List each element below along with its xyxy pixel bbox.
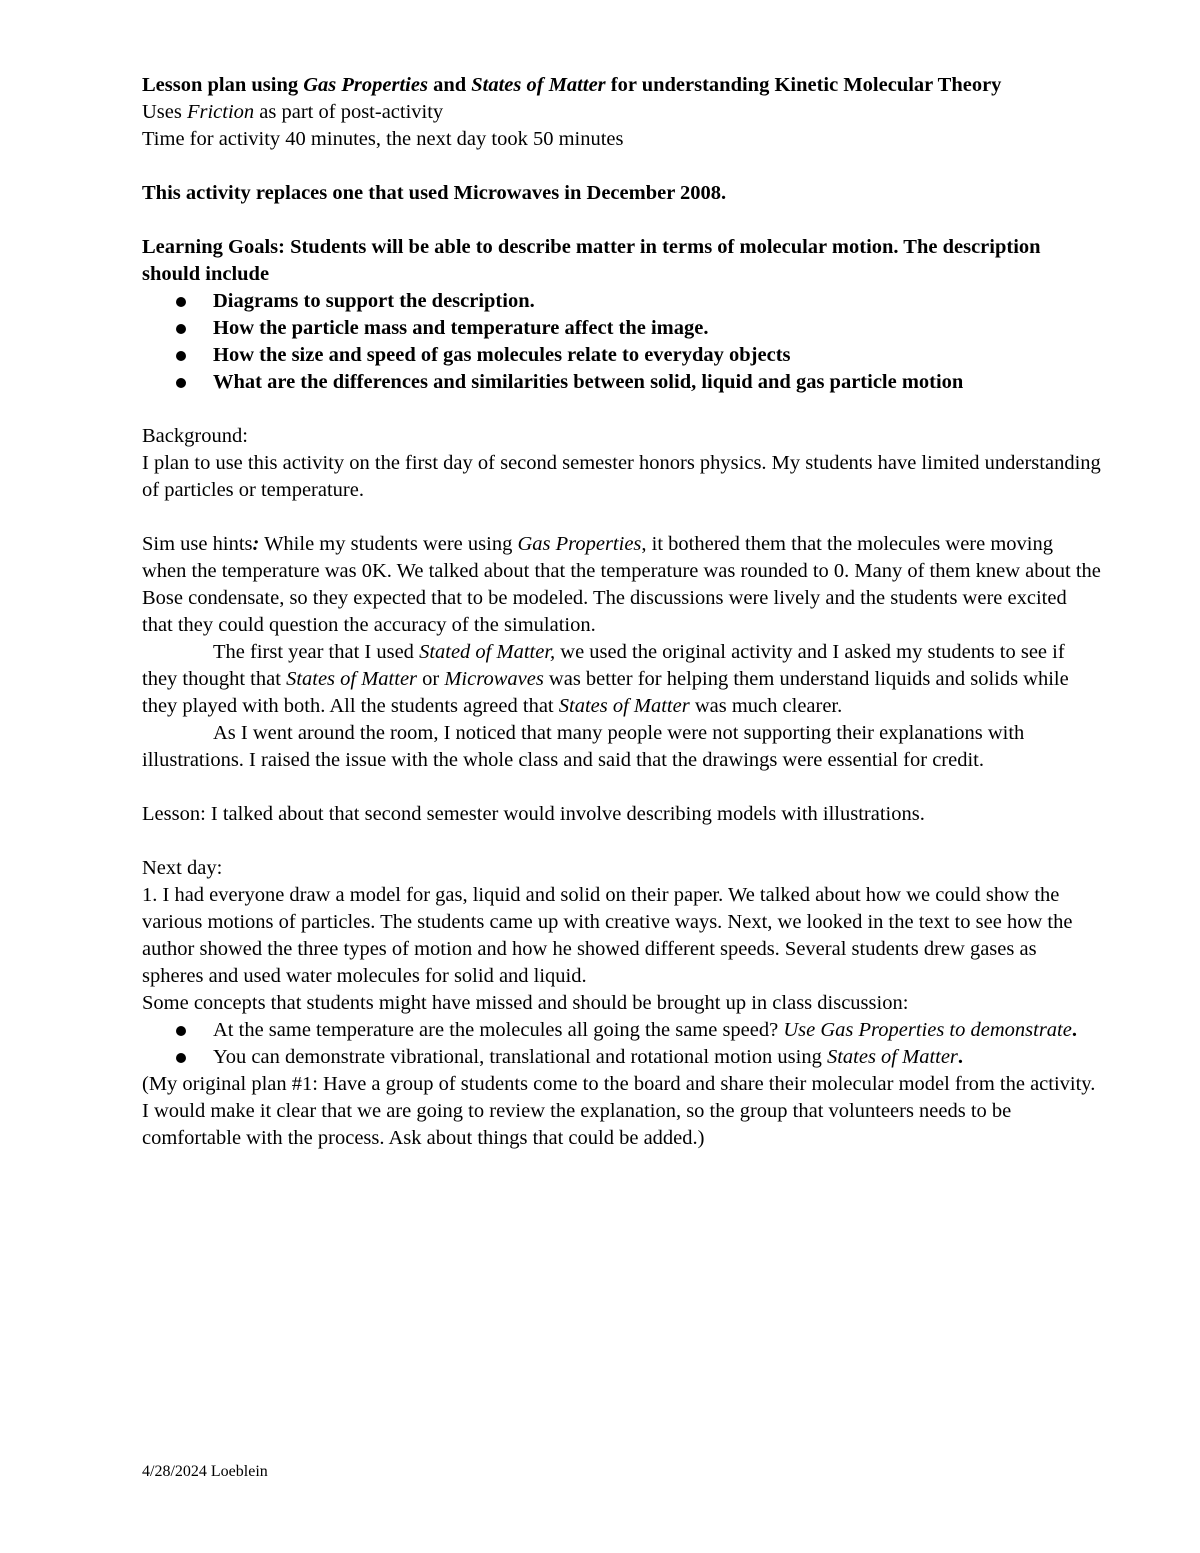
learning-goal-text: How the particle mass and temperature affect the image. xyxy=(213,317,709,339)
uses-friction: Friction xyxy=(186,101,255,123)
learning-goal-text: Diagrams to support the description. xyxy=(213,290,535,312)
learning-goals-list xyxy=(142,288,1102,396)
background-text: I plan to use this activity on the first day of second semester honors physics. My students have limited understanding of particles or temperature. xyxy=(142,452,1101,501)
title-text: Lesson plan using xyxy=(142,74,304,96)
concept-item xyxy=(142,1017,1102,1044)
learning-goal-text: What are the differences and similarities between solid, liquid and gas particle motion xyxy=(213,371,964,393)
learning-goals-intro: Learning Goals: Students will be able to describe matter in terms of molecular motion. The description should include xyxy=(142,236,1041,285)
sim-illustrations-paragraph: As I went around the room, I noticed that many people were not supporting their explanations with illustrations. I raised the issue with the whole class and said that the drawings were essential for credit. xyxy=(142,722,1025,771)
concept-text: You can demonstrate vibrational, translational and rotational motion using xyxy=(213,1046,827,1068)
sim-text: or xyxy=(417,668,445,690)
sim-hints-paragraph xyxy=(142,531,1102,639)
title-text: and xyxy=(427,74,472,96)
sim-states-of-matter: States of Matter xyxy=(286,668,418,690)
concept-states-of-matter: States of Matter xyxy=(826,1046,958,1068)
bullet-icon xyxy=(176,324,186,334)
bullet-icon xyxy=(176,1026,186,1036)
background-heading: Background: xyxy=(142,425,248,447)
sim-hints-label: Sim use hints xyxy=(142,533,253,555)
next-day-item-1: 1. I had everyone draw a model for gas, liquid and solid on their paper. We talked about how we could show the various motions of particles. The students came up with creative ways. Next, we looked in the text to see how the author showed the three types of motion and how he showed different speeds. Several students drew gases as spheres and used water molecules for solid and liquid. xyxy=(142,884,1073,987)
concept-text: At the same temperature are the molecules all going the same speed? xyxy=(213,1019,784,1041)
concept-period: . xyxy=(957,1046,964,1068)
bullet-icon xyxy=(176,1053,186,1063)
sim-text: The first year that I used xyxy=(213,641,420,663)
concept-gas-properties: Use Gas Properties to demonstrate xyxy=(783,1019,1072,1041)
learning-goal-item xyxy=(142,288,1102,315)
sim-text: While my students were using xyxy=(259,533,518,555)
title-states-of-matter: States of Matter xyxy=(471,74,606,96)
replaces-note: This activity replaces one that used Microwaves in December 2008. xyxy=(142,182,727,204)
bullet-icon xyxy=(176,297,186,307)
sim-stated-of-matter: Stated of Matter, xyxy=(419,641,556,663)
page-footer: 4/28/2024 Loeblein xyxy=(142,1463,268,1480)
title-gas-properties: Gas Properties xyxy=(303,74,428,96)
learning-goal-item xyxy=(142,315,1102,342)
sim-text: was much clearer. xyxy=(689,695,843,717)
uses-line xyxy=(142,99,1102,126)
bullet-icon xyxy=(176,378,186,388)
sim-text: we used the original activity and I asked my students to see if they thought that xyxy=(142,641,1065,690)
document-body xyxy=(142,72,1102,1152)
sim-gas-properties: Gas Properties xyxy=(517,533,642,555)
sim-microwaves: Microwaves xyxy=(444,668,544,690)
uses-text: Uses xyxy=(142,101,187,123)
original-plan-note: (My original plan #1: Have a group of students come to the board and share their molecular model from the activity. I would make it clear that we are going to review the explanation, so the group that volunteers needs to be comfortable with the process. Ask about things that could be added.) xyxy=(142,1073,1096,1149)
uses-text: as part of post-activity xyxy=(254,101,444,123)
learning-goal-text: How the size and speed of gas molecules relate to everyday objects xyxy=(213,344,791,366)
sim-states-of-matter: States of Matter xyxy=(558,695,690,717)
title-text: for understanding Kinetic Molecular Theory xyxy=(605,74,1002,96)
time-line: Time for activity 40 minutes, the next day took 50 minutes xyxy=(142,128,624,150)
concepts-list xyxy=(142,1017,1102,1071)
next-day-heading: Next day: xyxy=(142,857,223,879)
concept-item xyxy=(142,1044,1102,1071)
sim-hints-colon: : xyxy=(252,533,260,555)
concepts-intro: Some concepts that students might have missed and should be brought up in class discussion: xyxy=(142,992,909,1014)
sim-text: was better for helping them understand liquids and solids while they played with both. All the students agreed that xyxy=(142,668,1069,717)
learning-goal-item xyxy=(142,369,1102,396)
bullet-icon xyxy=(176,351,186,361)
concept-period: . xyxy=(1071,1019,1077,1041)
lesson-line: Lesson: I talked about that second semester would involve describing models with illustrations. xyxy=(142,803,925,825)
sim-first-year-paragraph xyxy=(142,639,1102,720)
learning-goal-item xyxy=(142,342,1102,369)
lesson-title xyxy=(142,72,1102,99)
sim-text: , it bothered them that the molecules were moving when the temperature was 0K. We talked about that the temperature was rounded to 0. Many of them knew about the Bose condensate, so they expected that to be modeled. The discussions were lively and the students were excited that they could question the accuracy of the simulation. xyxy=(142,533,1101,636)
